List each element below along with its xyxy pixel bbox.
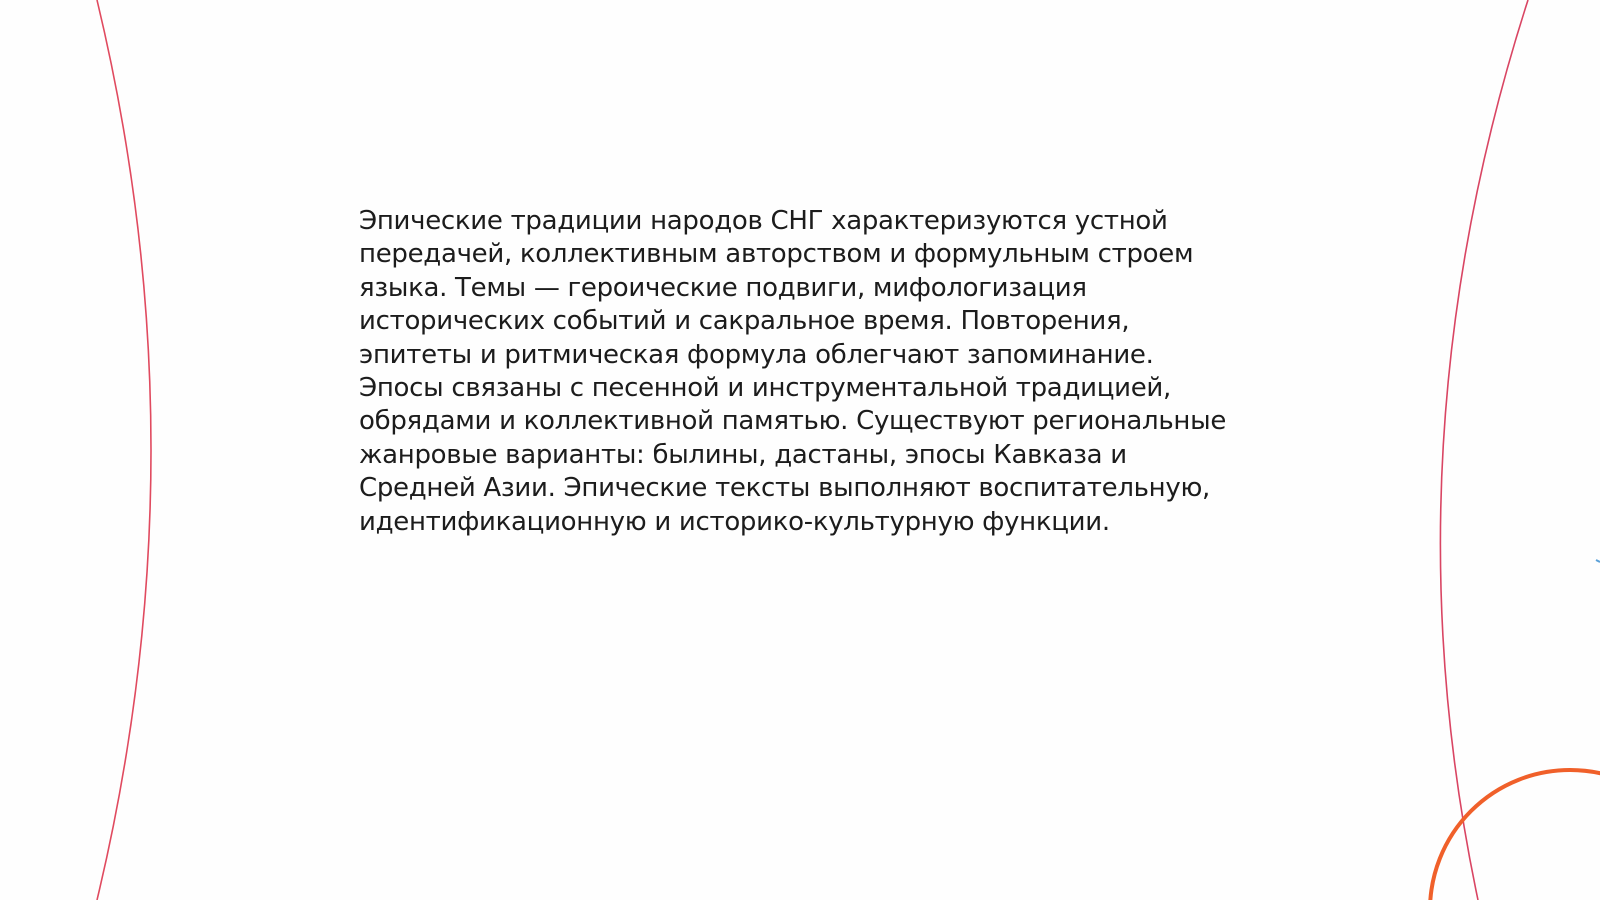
main-paragraph (359, 205, 1259, 539)
paragraph-line: Эпические традиции народов СНГ характеризуются устной (359, 206, 1168, 236)
left-curve-decoration (97, 0, 151, 900)
paragraph-line: языка. Темы — героические подвиги, мифологизация (359, 272, 1087, 303)
paragraph-line: идентификационную и историко-культурную функции. (359, 506, 1110, 537)
paragraph-line: исторических событий и сакральное время. Повторения, (359, 306, 1130, 337)
small-blue-mark-decoration (1596, 560, 1600, 562)
paragraph-line: эпитеты и ритмическая формула облегчают запоминание. (359, 339, 1154, 370)
right-curve-decoration (1440, 0, 1528, 900)
paragraph-line: жанровые варианты: былины, дастаны, эпосы Кавказа и (359, 439, 1127, 470)
orange-circle-decoration (1430, 770, 1600, 900)
paragraph-line: Средней Азии. Эпические тексты выполняют воспитательную, (359, 473, 1211, 504)
paragraph-line: Эпосы связаны с песенной и инструментальной традицией, (359, 373, 1171, 404)
paragraph-line: передачей, коллективным авторством и формульным строем (359, 239, 1194, 270)
paragraph-line: обрядами и коллективной памятью. Существуют региональные (359, 406, 1227, 437)
